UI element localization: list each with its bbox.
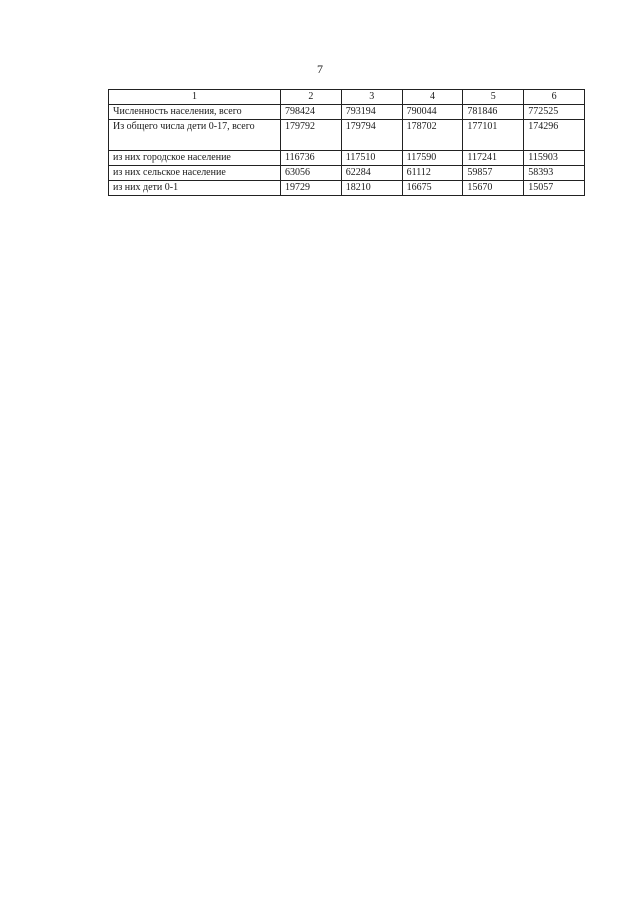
column-header: 3	[341, 90, 402, 105]
table-cell: 19729	[281, 181, 342, 196]
table-row	[109, 151, 585, 166]
table-header-row	[109, 90, 585, 105]
table-cell: 790044	[402, 105, 463, 120]
table-cell: 115903	[524, 151, 585, 166]
table-cell: 117510	[341, 151, 402, 166]
page-number: 7	[317, 62, 323, 76]
table-cell: 116736	[281, 151, 342, 166]
table-cell: 179794	[341, 120, 402, 151]
table-cell: 15057	[524, 181, 585, 196]
column-header: 6	[524, 90, 585, 105]
table-cell: 16675	[402, 181, 463, 196]
table-row	[109, 166, 585, 181]
table-cell: 15670	[463, 181, 524, 196]
table-row	[109, 105, 585, 120]
population-table	[108, 89, 585, 196]
row-label: из них сельское население	[109, 166, 281, 181]
table-cell: 179792	[281, 120, 342, 151]
row-label: Численность населения, всего	[109, 105, 281, 120]
row-label: Из общего числа дети 0-17, всего	[109, 120, 281, 151]
table-cell: 18210	[341, 181, 402, 196]
table-row	[109, 120, 585, 151]
table-cell: 59857	[463, 166, 524, 181]
table-cell: 62284	[341, 166, 402, 181]
table-cell: 61112	[402, 166, 463, 181]
table-cell: 58393	[524, 166, 585, 181]
table-cell: 772525	[524, 105, 585, 120]
table-cell: 178702	[402, 120, 463, 151]
column-header: 5	[463, 90, 524, 105]
column-header: 2	[281, 90, 342, 105]
table-cell: 177101	[463, 120, 524, 151]
row-label: из них дети 0-1	[109, 181, 281, 196]
table-row	[109, 181, 585, 196]
table-cell: 63056	[281, 166, 342, 181]
table-cell: 174296	[524, 120, 585, 151]
table-cell: 117590	[402, 151, 463, 166]
column-header: 1	[109, 90, 281, 105]
table-cell: 781846	[463, 105, 524, 120]
table-cell: 793194	[341, 105, 402, 120]
row-label: из них городское население	[109, 151, 281, 166]
table-cell: 798424	[281, 105, 342, 120]
column-header: 4	[402, 90, 463, 105]
table-cell: 117241	[463, 151, 524, 166]
